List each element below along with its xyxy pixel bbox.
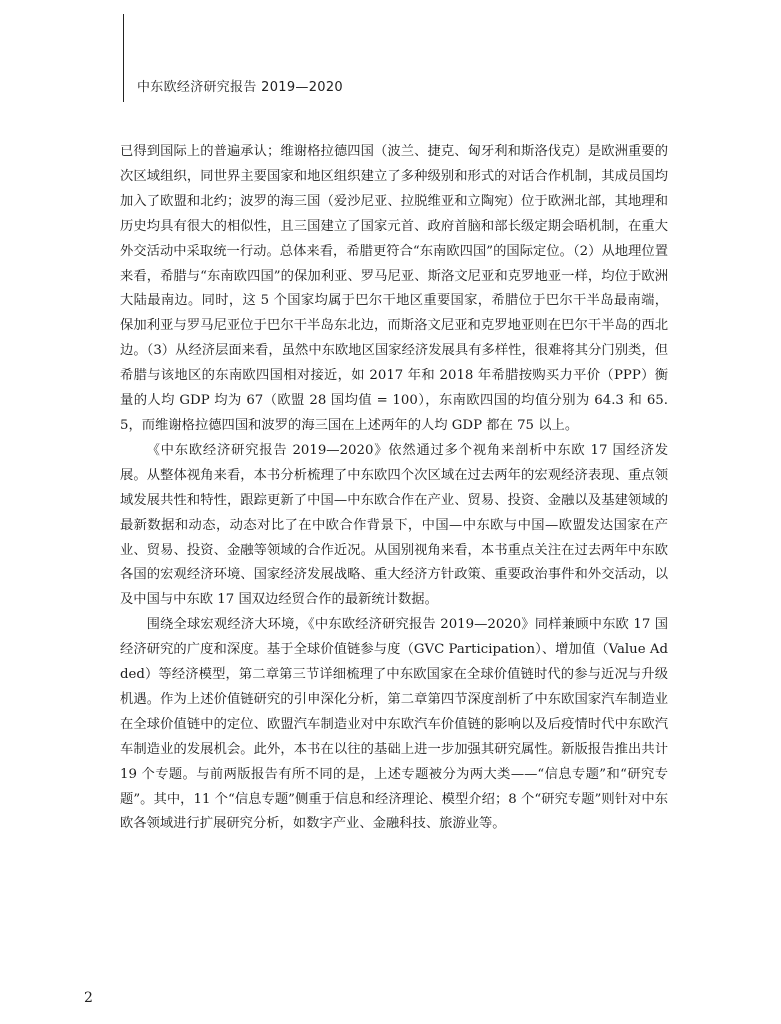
paragraph-report-perspectives: 《中东欧经济研究报告 2019—2020》依然通过多个视角来剖析中东欧 17 国经济发展。从整体视角来看，本书分析梳理了中东欧四个次区域在过去两年的宏观经济表现、重点领域发展共性和特性，跟踪更新了中国—中东欧合作在产业、贸易、投资、金融以及基建领域的最新数据和动态，动态对比了在中欧合作背景下，中国—中东欧与中国—欧盟发达国家在产业、贸易、投资、金融等领域的合作近况。从国别视角来看，本书重点关注在过去两年中东欧各国的宏观经济环境、国家经济发展战略、重大经济方针政策、重要政治事件和外交活动，以及中国与中东欧 17 国双边经贸合作的最新统计数据。 bbox=[120, 442, 668, 608]
header-rule bbox=[123, 14, 124, 102]
running-head: 中东欧经济研究报告 2019—2020 bbox=[137, 80, 344, 95]
body-text bbox=[120, 140, 668, 837]
paragraph-continued: 已得到国际上的普遍承认；维谢格拉德四国（波兰、捷克、匈牙利和斯洛伐克）是欧洲重要的次区域组织，同世界主要国家和地区组织建立了多种级别和形式的对话合作机制，其成员国均加入了欧盟和北约；波罗的海三国（爱沙尼亚、拉脱维亚和立陶宛）位于欧洲北部，其地理和历史均具有很大的相似性，且三国建立了国家元首、政府首脑和部长级定期会晤机制，在重大外交活动中采取统一行动。总体来看，希腊更符合“东南欧四国”的国际定位。（2）从地理位置来看，希腊与“东南欧四国”的保加利亚、罗马尼亚、斯洛文尼亚和克罗地亚一样，均位于欧洲大陆最南边。同时，这 5 个国家均属于巴尔干地区重要国家，希腊位于巴尔干半岛最南端，保加利亚与罗马尼亚位于巴尔干半岛东北边，而斯洛文尼亚和克罗地亚则在巴尔干半岛的西北边。（3）从经济层面来看，虽然中东欧地区国家经济发展具有多样性，很难将其分门别类，但希腊与该地区的东南欧四国相对接近，如 2017 年和 2018 年希腊按购买力平价（PPP）衡量的人均 GDP 均为 67（欧盟 28 国均值 = 100），东南欧四国的均值分别为 64.3 和 65.5，而维谢格拉德四国和波罗的海三国在上述两年的人均 GDP 都在 75 以上。 bbox=[120, 144, 668, 433]
page-number: 2 bbox=[84, 990, 93, 1006]
paragraph-research-depth: 围绕全球宏观经济大环境，《中东欧经济研究报告 2019—2020》同样兼顾中东欧 17 国经济研究的广度和深度。基于全球价值链参与度（GVC Participation）、增加值（Value Added）等经济模型，第二章第三节详细梳理了中东欧国家在全球价值链时代的参与近况与升级机遇。作为上述价值链研究的引申深化分析，第二章第四节深度剖析了中东欧国家汽车制造业在全球价值链中的定位、欧盟汽车制造业对中东欧汽车价值链的影响以及后疫情时代中东欧汽车制造业的发展机会。此外，本书在以往的基础上进一步加强其研究属性。新版报告推出共计 19 个专题。与前两版报告有所不同的是，上述专题被分为两大类——“信息专题”和“研究专题”。其中，11 个“信息专题”侧重于信息和经济理论、模型介绍；8 个“研究专题”则针对中东欧各领域进行扩展研究分析，如数字产业、金融科技、旅游业等。 bbox=[120, 617, 668, 832]
